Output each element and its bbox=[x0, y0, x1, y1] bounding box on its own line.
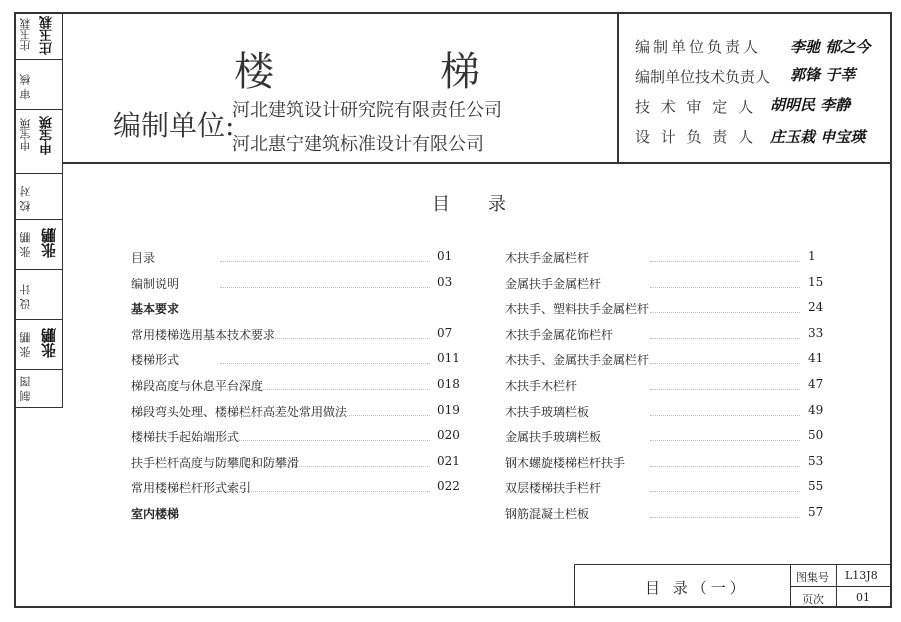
toc-entry-text: 室内楼梯 bbox=[131, 507, 180, 521]
toc-entry-page: 018 bbox=[437, 377, 460, 391]
toc-leader bbox=[220, 389, 430, 390]
title-left-char: 楼 bbox=[234, 49, 276, 95]
toc-entry-text: 编制说明 bbox=[131, 277, 180, 291]
page-number: 01 bbox=[856, 591, 870, 604]
toc-leader bbox=[650, 312, 800, 313]
approval-row bbox=[14, 110, 62, 174]
toc-title: 目录 bbox=[432, 194, 544, 215]
approval-signature: 庄玉栽 bbox=[40, 16, 55, 55]
toc-leader bbox=[220, 363, 430, 364]
approval-row bbox=[14, 320, 62, 370]
toc-entry-text: 楼梯形式 bbox=[131, 353, 180, 367]
approval-label: 庄玉栽 bbox=[19, 18, 32, 51]
approval-signature: 张鹏 bbox=[40, 228, 58, 258]
toc-entry-text: 木扶手、塑料扶手金属栏杆 bbox=[505, 302, 650, 316]
approval-label: 张 鹏 bbox=[19, 332, 32, 358]
toc-entry-text: 扶手栏杆高度与防攀爬和防攀滑 bbox=[131, 456, 300, 470]
header-divider bbox=[62, 162, 892, 164]
responsible-label: 编制单位负责人 bbox=[635, 38, 762, 56]
toc-entry-text: 木扶手玻璃栏板 bbox=[505, 405, 590, 419]
approval-signature: 申宝瑛 bbox=[40, 116, 55, 155]
approval-row bbox=[14, 12, 62, 60]
title-right-char: 梯 bbox=[440, 49, 482, 95]
responsible-label: 编制单位技术负责人 bbox=[635, 68, 771, 86]
toc-entry-text: 木扶手、金属扶手金属栏杆 bbox=[505, 353, 650, 367]
page-label: 页次 bbox=[802, 593, 824, 606]
toc-entry-page: 24 bbox=[808, 300, 824, 314]
toc-entry-text: 木扶手金属花饰栏杆 bbox=[505, 328, 614, 342]
toc-entry-page: 021 bbox=[437, 454, 460, 468]
toc-leader bbox=[650, 363, 800, 364]
approval-row bbox=[14, 60, 62, 110]
toc-leader bbox=[650, 491, 800, 492]
sheet-title: 目 录（一） bbox=[645, 579, 749, 597]
toc-entry-text: 金属扶手玻璃栏板 bbox=[505, 430, 602, 444]
toc-entry-page: 50 bbox=[808, 428, 824, 442]
approval-label: 制 图 bbox=[19, 376, 32, 402]
toc-entry-text: 木扶手金属栏杆 bbox=[505, 251, 590, 265]
toc-leader bbox=[650, 440, 800, 441]
toc-entry-page: 01 bbox=[437, 249, 453, 263]
toc-leader bbox=[220, 440, 430, 441]
toc-leader bbox=[650, 517, 800, 518]
approval-row bbox=[14, 370, 62, 408]
toc-entry-page: 55 bbox=[808, 479, 824, 493]
approval-label: 张 鹏 bbox=[19, 232, 32, 258]
toc-leader bbox=[220, 287, 430, 288]
toc-entry-page: 33 bbox=[808, 326, 824, 340]
approval-signature: 张鹏 bbox=[40, 328, 58, 358]
toc-entry-page: 41 bbox=[808, 351, 824, 365]
toc-entry-page: 03 bbox=[437, 275, 453, 289]
toc-leader bbox=[220, 338, 430, 339]
toc-entry-text: 常用楼梯选用基本技术要求 bbox=[131, 328, 276, 342]
approval-row bbox=[14, 270, 62, 320]
toc-leader bbox=[220, 415, 430, 416]
toc-entry-page: 020 bbox=[437, 428, 460, 442]
toc-entry-page: 07 bbox=[437, 326, 453, 340]
toc-leader bbox=[650, 415, 800, 416]
toc-leader bbox=[220, 491, 430, 492]
toc-leader bbox=[220, 466, 430, 467]
header-vertical-divider bbox=[617, 12, 619, 162]
toc-entry-page: 019 bbox=[437, 403, 460, 417]
toc-entry-text: 钢木螺旋楼梯栏杆扶手 bbox=[505, 456, 626, 470]
responsible-signature: 李驰 郁之今 bbox=[790, 38, 871, 56]
toc-entry-text: 基本要求 bbox=[131, 302, 180, 316]
approval-column bbox=[14, 12, 63, 408]
toc-entry-text: 梯段高度与休息平台深度 bbox=[131, 379, 264, 393]
responsible-signature: 胡明民 李静 bbox=[770, 96, 851, 114]
atlas-label: 图集号 bbox=[796, 571, 829, 584]
toc-entry-page: 53 bbox=[808, 454, 824, 468]
title-block-divider bbox=[790, 586, 892, 587]
toc-entry-text: 常用楼梯栏杆形式索引 bbox=[131, 481, 252, 495]
responsible-signature: 郭锋 于莘 bbox=[790, 66, 856, 84]
responsible-label: 技 术 审 定 人 bbox=[635, 98, 757, 116]
approval-label: 设 计 bbox=[19, 284, 32, 310]
toc-entry-text: 钢筋混凝土栏板 bbox=[505, 507, 590, 521]
toc-entry-page: 47 bbox=[808, 377, 824, 391]
toc-entry-page: 022 bbox=[437, 479, 460, 493]
org-label: 编制单位: bbox=[113, 109, 235, 142]
toc-entry-text: 楼梯扶手起始端形式 bbox=[131, 430, 240, 444]
toc-entry-text: 双层楼梯扶手栏杆 bbox=[505, 481, 602, 495]
responsible-label: 设 计 负 责 人 bbox=[635, 128, 757, 146]
toc-entry-page: 49 bbox=[808, 403, 824, 417]
toc-leader bbox=[650, 287, 800, 288]
org-name-1: 河北建筑设计研究院有限责任公司 bbox=[232, 100, 502, 121]
toc-entry-page: 011 bbox=[437, 351, 460, 365]
approval-label: 校 对 bbox=[19, 186, 32, 212]
toc-entry-text: 木扶手木栏杆 bbox=[505, 379, 578, 393]
responsible-signature: 庄玉栽 申宝瑛 bbox=[770, 128, 866, 146]
toc-leader bbox=[650, 389, 800, 390]
toc-entry-text: 目录 bbox=[131, 251, 156, 265]
toc-entry-page: 15 bbox=[808, 275, 824, 289]
toc-entry-text: 金属扶手金属栏杆 bbox=[505, 277, 602, 291]
toc-entry-text: 梯段弯头处理、楼梯栏杆高差处常用做法 bbox=[131, 405, 348, 419]
toc-entry-page: 57 bbox=[808, 505, 824, 519]
approval-label: 审 核 bbox=[19, 74, 32, 100]
toc-leader bbox=[650, 466, 800, 467]
toc-leader bbox=[650, 338, 800, 339]
atlas-number: L13J8 bbox=[845, 569, 878, 582]
toc-leader bbox=[220, 261, 430, 262]
toc-entry-page: 1 bbox=[808, 249, 816, 263]
approval-row bbox=[14, 220, 62, 270]
approval-label: 申宝瑛 bbox=[19, 118, 32, 151]
org-name-2: 河北惠宁建筑标准设计有限公司 bbox=[232, 134, 484, 155]
approval-row bbox=[14, 174, 62, 220]
toc-leader bbox=[650, 261, 800, 262]
